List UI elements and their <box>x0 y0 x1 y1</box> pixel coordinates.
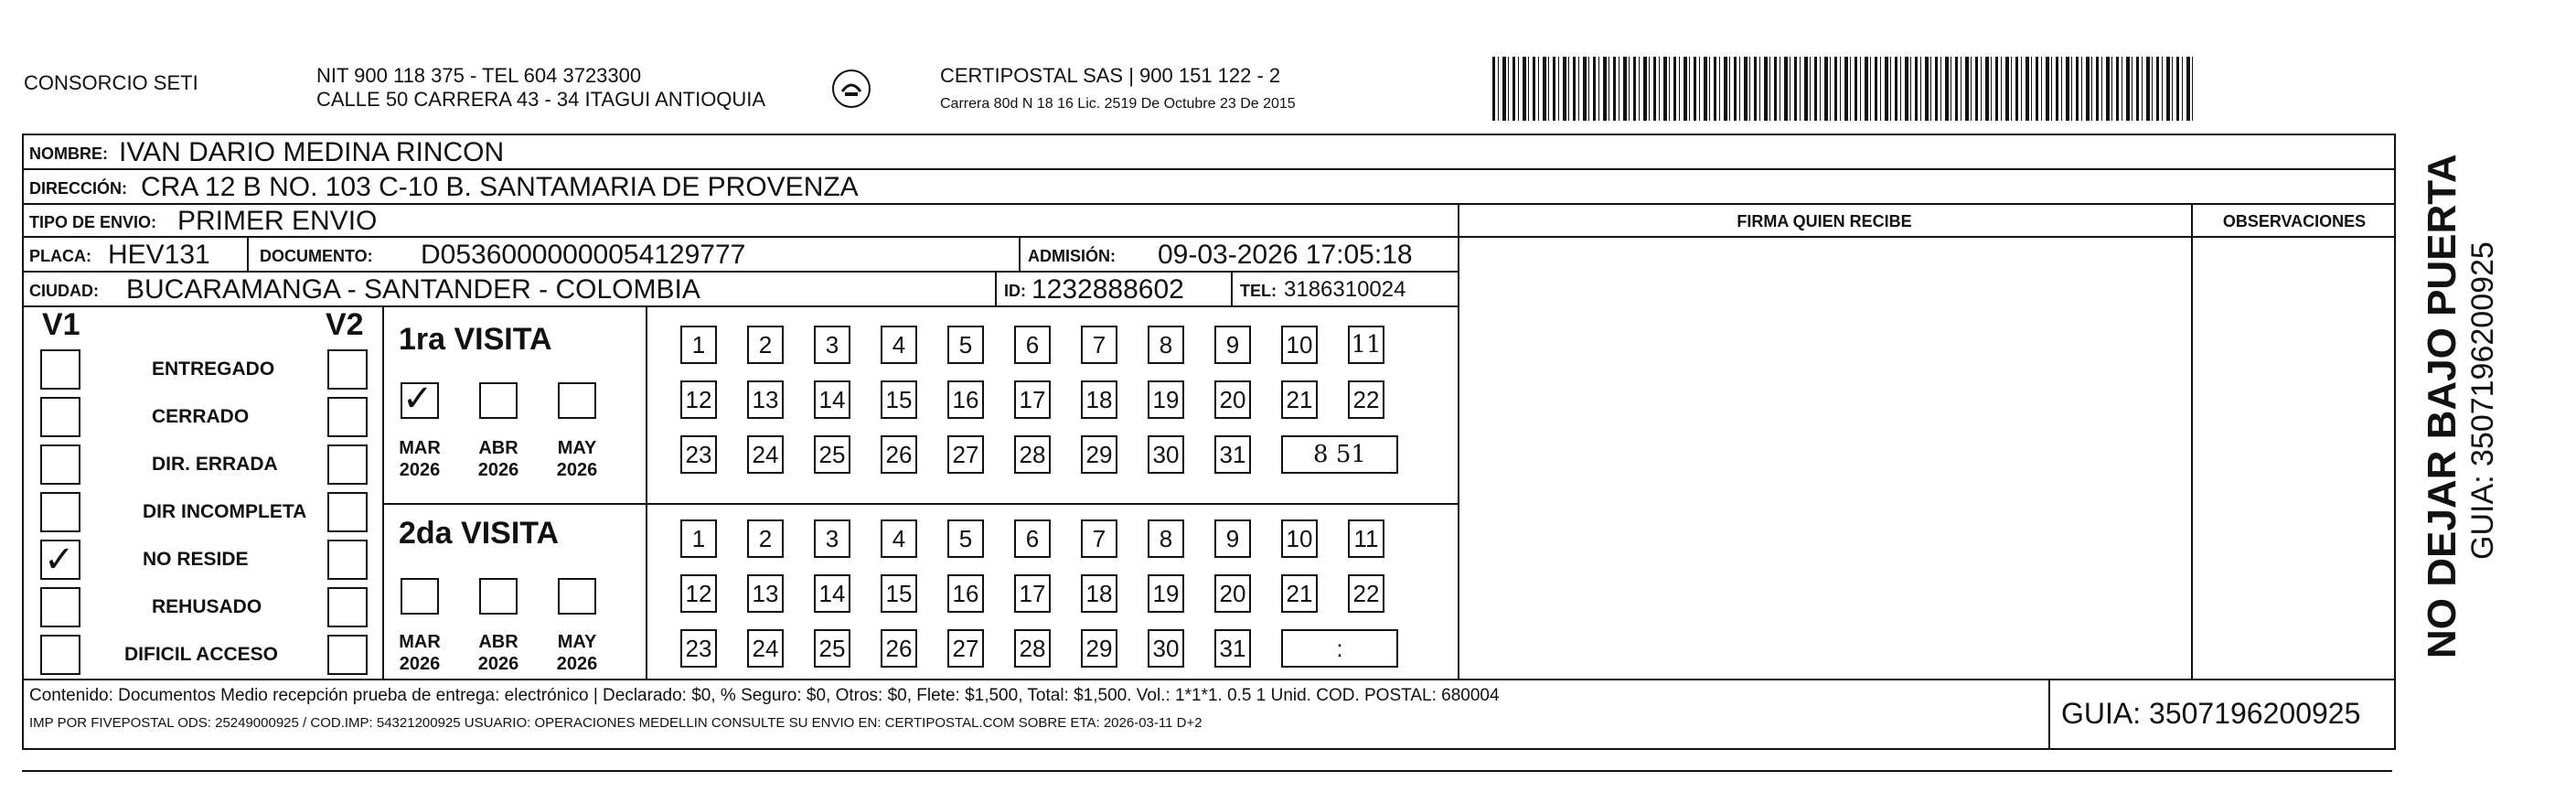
v1-checkbox[interactable] <box>40 587 80 627</box>
id-value: 1232888602 <box>1031 274 1184 305</box>
divider <box>995 273 997 307</box>
day-box[interactable]: 16 <box>947 574 984 613</box>
tipo-label: TIPO DE ENVIO: <box>29 213 157 231</box>
row-ciudad <box>24 273 1458 307</box>
day-box[interactable]: 4 <box>881 326 917 364</box>
signature-area[interactable] <box>1461 238 2189 677</box>
day-box[interactable]: 9 <box>1214 326 1251 364</box>
day-box[interactable]: 10 <box>1281 519 1318 558</box>
day-box[interactable]: 3 <box>814 326 850 364</box>
month-caption <box>547 631 607 675</box>
v1-checkbox[interactable] <box>40 492 80 532</box>
day-box[interactable]: 14 <box>814 574 850 613</box>
row-placa <box>24 238 1458 273</box>
day-box[interactable]: 28 <box>1014 629 1051 668</box>
bottom-rule <box>22 770 2392 772</box>
day-box[interactable]: 12 <box>680 574 717 613</box>
v2-checkbox[interactable] <box>327 444 368 485</box>
address-line: CALLE 50 CARRERA 43 - 34 ITAGUI ANTIOQUIA <box>316 88 766 111</box>
day-box[interactable]: 31 <box>1214 629 1251 668</box>
month-checkbox[interactable] <box>479 382 518 419</box>
admision-value: 09-03-2026 17:05:18 <box>1158 240 1413 270</box>
month-caption <box>547 437 607 481</box>
guia-vertical: GUIA: 3507196200925 <box>2465 241 2500 560</box>
v2-label: V2 <box>326 307 364 342</box>
second-visit-title: 2da VISITA <box>399 516 560 551</box>
divider <box>1231 273 1233 307</box>
v1-label: V1 <box>42 307 80 342</box>
day-box[interactable]: 5 <box>947 326 984 364</box>
month-checkbox[interactable] <box>558 382 596 419</box>
divider <box>2048 679 2050 748</box>
admision-label: ADMISIÓN: <box>1028 247 1116 265</box>
day-box[interactable]: 6 <box>1014 519 1051 558</box>
day-box[interactable]: 21 <box>1281 574 1318 613</box>
day-box[interactable]: 24 <box>747 435 784 474</box>
v2-checkbox[interactable] <box>327 587 368 627</box>
day-box-marked[interactable]: 11 <box>1348 326 1384 364</box>
status-label: NO RESIDE <box>143 549 249 570</box>
day-box[interactable]: 6 <box>1014 326 1051 364</box>
day-box[interactable]: 29 <box>1081 629 1117 668</box>
day-box[interactable]: 15 <box>881 380 917 419</box>
tipo-value: PRIMER ENVIO <box>177 206 378 236</box>
ciudad-label: CIUDAD: <box>29 282 99 300</box>
divider <box>2191 205 2193 679</box>
day-box[interactable]: 2 <box>747 326 784 364</box>
day-box[interactable]: 17 <box>1014 574 1051 613</box>
day-box[interactable]: 18 <box>1081 380 1117 419</box>
day-box[interactable]: 12 <box>680 380 717 419</box>
day-box[interactable]: 8 <box>1148 326 1184 364</box>
v2-checkbox[interactable] <box>327 635 368 675</box>
warning-vertical: NO DEJAR BAJO PUERTA <box>2420 154 2464 658</box>
month-caption <box>390 631 450 675</box>
year-label: 2026 <box>556 654 598 674</box>
first-visit-title: 1ra VISITA <box>399 322 552 357</box>
v1-checkbox[interactable] <box>40 349 80 390</box>
day-box[interactable]: 11 <box>1348 519 1384 558</box>
divider <box>1019 238 1021 273</box>
status-label: DIR INCOMPLETA <box>143 501 307 522</box>
divider <box>382 503 1458 505</box>
id-label: ID: <box>1004 282 1026 300</box>
day-box[interactable]: 17 <box>1014 380 1051 419</box>
day-box[interactable]: 20 <box>1214 380 1251 419</box>
status-label: ENTREGADO <box>152 359 275 380</box>
divider <box>646 307 647 679</box>
carrier-license: Carrera 80d N 18 16 Lic. 2519 De Octubre 23 De 2015 <box>940 96 1296 112</box>
month-label: ABR <box>478 632 518 652</box>
day-box[interactable]: 22 <box>1348 380 1384 419</box>
day-box[interactable]: 15 <box>881 574 917 613</box>
day-box[interactable]: 10 <box>1281 326 1318 364</box>
v2-checkbox[interactable] <box>327 492 368 532</box>
check-mark-icon: ✓ <box>402 378 433 420</box>
direccion-value: CRA 12 B NO. 103 C-10 B. SANTAMARIA DE PROVENZA <box>141 172 859 202</box>
day-box[interactable]: 30 <box>1148 629 1184 668</box>
day-box[interactable]: 4 <box>881 519 917 558</box>
year-label: 2026 <box>477 654 519 674</box>
v1-checkbox[interactable] <box>40 444 80 485</box>
day-box[interactable]: 27 <box>947 629 984 668</box>
firma-label: FIRMA QUIEN RECIBE <box>1737 212 1912 230</box>
day-box[interactable]: 14 <box>814 380 850 419</box>
day-box[interactable]: 2 <box>747 519 784 558</box>
day-box[interactable]: 27 <box>947 435 984 474</box>
placa-value: HEV131 <box>108 240 210 270</box>
status-label: DIFICIL ACCESO <box>124 644 279 665</box>
tel-label: TEL: <box>1240 282 1277 300</box>
time-box[interactable]: 8 51 <box>1281 435 1398 474</box>
day-box[interactable]: 26 <box>881 629 917 668</box>
month-caption <box>468 437 529 481</box>
month-checkbox[interactable] <box>401 578 439 615</box>
month-label: MAR <box>399 438 441 458</box>
barcode <box>1492 57 2193 121</box>
day-box[interactable]: 19 <box>1148 380 1184 419</box>
observaciones-label: OBSERVACIONES <box>2222 212 2367 230</box>
day-box[interactable]: 8 <box>1148 519 1184 558</box>
year-label: 2026 <box>399 654 441 674</box>
check-mark-icon: ✓ <box>44 539 75 581</box>
day-box[interactable]: 9 <box>1214 519 1251 558</box>
day-box[interactable]: 28 <box>1014 435 1051 474</box>
divider <box>382 307 384 679</box>
documento-label: DOCUMENTO: <box>260 247 373 265</box>
row-nombre <box>24 135 2394 170</box>
month-checkbox[interactable] <box>558 578 596 615</box>
month-caption <box>390 437 450 481</box>
year-label: 2026 <box>477 460 519 480</box>
day-box[interactable]: 31 <box>1214 435 1251 474</box>
contenido-text: Contenido: Documentos Medio recepción prueba de entrega: electrónico | Declarado: $0, % Seguro: $0, Otros: $0, Flete: $1,500, Total: $1,500. Vol.: 1*1*1. 0.5 1 Unid. COD. POSTAL: 680004 <box>29 686 1500 705</box>
observations-area[interactable] <box>2195 238 2392 677</box>
year-label: 2026 <box>399 460 441 480</box>
v1-checkbox[interactable] <box>40 397 80 437</box>
nombre-label: NOMBRE: <box>29 144 108 163</box>
ciudad-value: BUCARAMANGA - SANTANDER - COLOMBIA <box>126 274 700 305</box>
v2-checkbox[interactable] <box>327 349 368 390</box>
nombre-value: IVAN DARIO MEDINA RINCON <box>119 137 505 167</box>
time-box[interactable]: : <box>1281 629 1398 668</box>
carrier-logo-icon <box>832 70 871 108</box>
month-label: MAY <box>557 438 597 458</box>
month-checkbox[interactable] <box>479 578 518 615</box>
day-box[interactable]: 23 <box>680 435 717 474</box>
divider <box>1458 205 1459 679</box>
day-box[interactable]: 13 <box>747 574 784 613</box>
row-direccion <box>24 170 2394 205</box>
day-box[interactable]: 18 <box>1081 574 1117 613</box>
placa-label: PLACA: <box>29 247 91 265</box>
company-name: CONSORCIO SETI <box>24 71 198 94</box>
day-box[interactable]: 13 <box>747 380 784 419</box>
nit-line: NIT 900 118 375 - TEL 604 3723300 <box>316 64 642 87</box>
v1-checkbox[interactable] <box>40 635 80 675</box>
status-label: CERRADO <box>152 406 250 427</box>
status-label: DIR. ERRADA <box>152 454 278 475</box>
day-box[interactable]: 16 <box>947 380 984 419</box>
divider <box>247 238 249 273</box>
month-label: MAR <box>399 632 441 652</box>
imp-text: IMP POR FIVEPOSTAL ODS: 25249000925 / COD.IMP: 54321200925 USUARIO: OPERACIONES MEDELLIN CONSULTE SU ENVIO EN: CERTIPOSTAL.COM SOBRE ETA: 2026-03-11 D+2 <box>29 715 1202 731</box>
day-box[interactable]: 1 <box>680 519 717 558</box>
month-label: MAY <box>557 632 597 652</box>
day-box[interactable]: 5 <box>947 519 984 558</box>
documento-value: D05360000000054129777 <box>421 240 746 270</box>
status-label: REHUSADO <box>152 596 262 617</box>
day-box[interactable]: 30 <box>1148 435 1184 474</box>
row-tipo <box>24 205 1458 238</box>
day-box[interactable]: 7 <box>1081 519 1117 558</box>
carrier-name: CERTIPOSTAL SAS | 900 151 122 - 2 <box>940 64 1281 87</box>
v2-checkbox[interactable] <box>327 540 368 580</box>
day-box[interactable]: 25 <box>814 629 850 668</box>
month-label: ABR <box>478 438 518 458</box>
tel-value: 3186310024 <box>1284 277 1406 302</box>
v2-checkbox[interactable] <box>327 397 368 437</box>
day-box[interactable]: 21 <box>1281 380 1318 419</box>
day-box[interactable]: 24 <box>747 629 784 668</box>
divider <box>24 679 2394 680</box>
day-box[interactable]: 3 <box>814 519 850 558</box>
day-box[interactable]: 7 <box>1081 326 1117 364</box>
day-box[interactable]: 23 <box>680 629 717 668</box>
year-label: 2026 <box>556 460 598 480</box>
month-caption <box>468 631 529 675</box>
direccion-label: DIRECCIÓN: <box>29 179 127 198</box>
guia-footer: GUIA: 3507196200925 <box>2061 697 2361 730</box>
day-box[interactable]: 25 <box>814 435 850 474</box>
day-box[interactable]: 22 <box>1348 574 1384 613</box>
day-box[interactable]: 20 <box>1214 574 1251 613</box>
day-box[interactable]: 19 <box>1148 574 1184 613</box>
day-box[interactable]: 29 <box>1081 435 1117 474</box>
delivery-form <box>22 134 2396 750</box>
day-box[interactable]: 26 <box>881 435 917 474</box>
day-box[interactable]: 1 <box>680 326 717 364</box>
